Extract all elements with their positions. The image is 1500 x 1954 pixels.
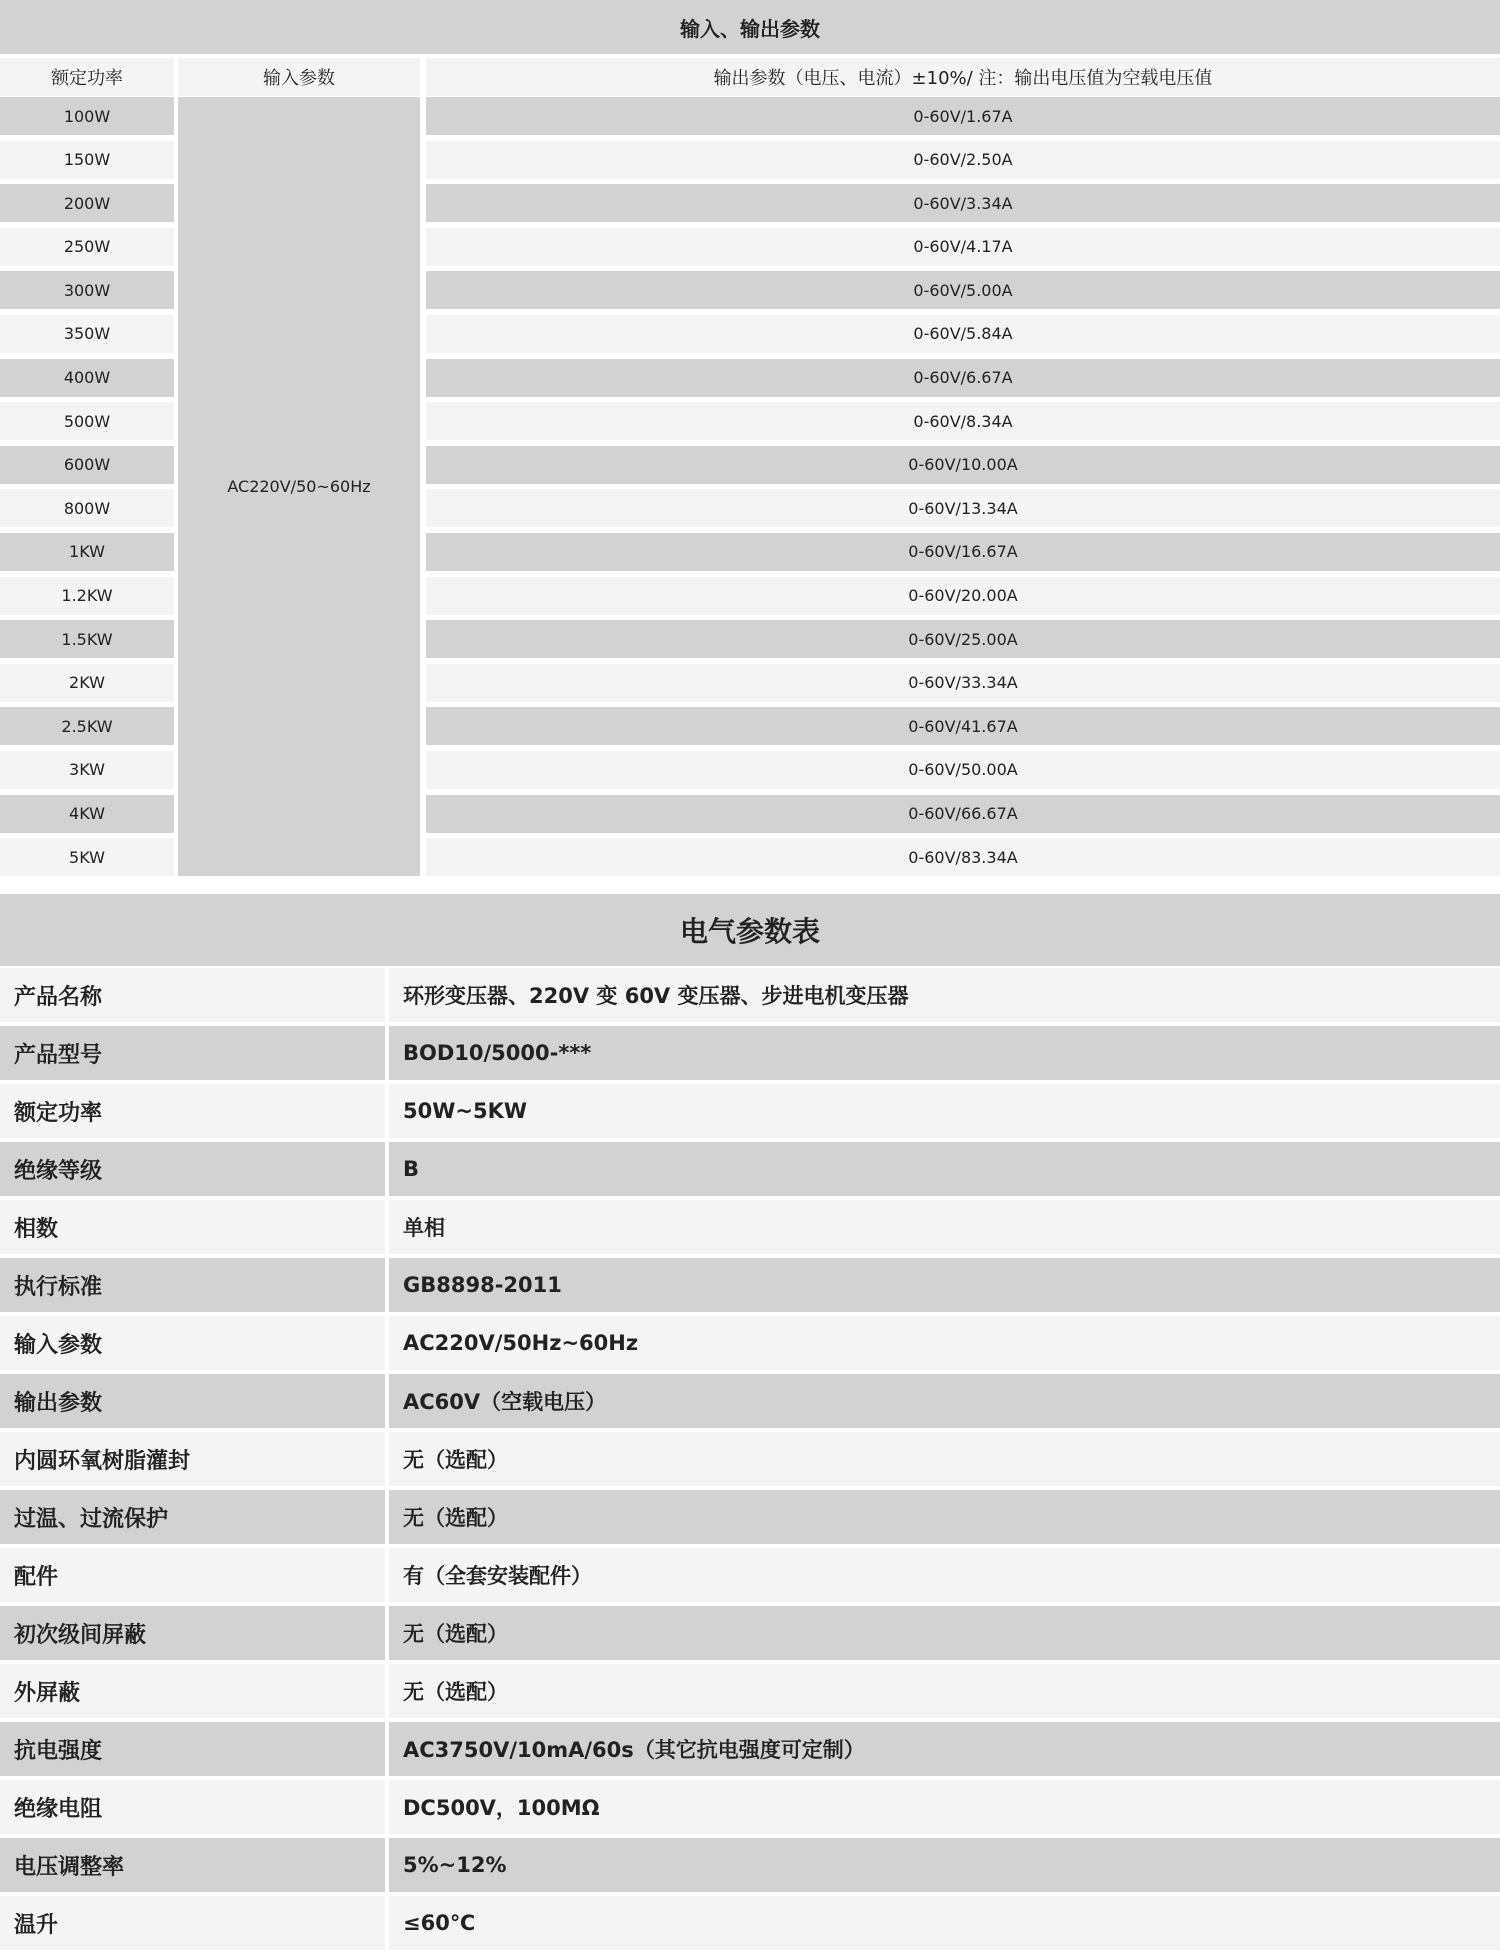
output-param-cell: 0-60V/13.34A: [426, 489, 1500, 527]
io-params-title: 输入、输出参数: [0, 0, 1500, 54]
table-row: [0, 1258, 1500, 1312]
rated-power-cell: 1KW: [0, 533, 174, 571]
rated-power-cell: 100W: [0, 97, 174, 135]
rated-power-cell: 1.2KW: [0, 577, 174, 615]
rated-power-cell: 3KW: [0, 751, 174, 789]
rated-power-cell: 300W: [0, 271, 174, 309]
table-row: [0, 1722, 1500, 1776]
param-value-cell: B: [389, 1142, 1500, 1196]
table-row: [0, 1896, 1500, 1950]
output-param-cell: 0-60V/6.67A: [426, 359, 1500, 397]
table-row: [0, 1374, 1500, 1428]
output-param-cell: 0-60V/4.17A: [426, 228, 1500, 266]
table-row: [0, 1200, 1500, 1254]
param-value-cell: 5%~12%: [389, 1838, 1500, 1892]
electrical-params-title: 电气参数表: [0, 894, 1500, 966]
param-name-cell: 额定功率: [0, 1084, 385, 1138]
param-value-cell: 50W~5KW: [389, 1084, 1500, 1138]
rated-power-cell: 500W: [0, 402, 174, 440]
param-name-cell: 执行标准: [0, 1258, 385, 1312]
param-name-cell: 抗电强度: [0, 1722, 385, 1776]
output-param-cell: 0-60V/8.34A: [426, 402, 1500, 440]
output-param-cell: 0-60V/3.34A: [426, 184, 1500, 222]
param-name-cell: 内圆环氧树脂灌封: [0, 1432, 385, 1486]
table-row: [0, 1664, 1500, 1718]
rated-power-cell: 400W: [0, 359, 174, 397]
output-param-cell: 0-60V/41.67A: [426, 707, 1500, 745]
io-params-body: [0, 97, 1500, 882]
param-value-cell: ≤60℃: [389, 1896, 1500, 1950]
param-value-cell: DC500V，100MΩ: [389, 1780, 1500, 1834]
param-name-cell: 绝缘电阻: [0, 1780, 385, 1834]
param-value-cell: AC3750V/10mA/60s（其它抗电强度可定制）: [389, 1722, 1500, 1776]
param-value-cell: AC60V（空载电压）: [389, 1374, 1500, 1428]
param-name-cell: 输入参数: [0, 1316, 385, 1370]
output-param-cell: 0-60V/83.34A: [426, 838, 1500, 876]
param-value-cell: AC220V/50Hz~60Hz: [389, 1316, 1500, 1370]
output-param-cell: 0-60V/1.67A: [426, 97, 1500, 135]
electrical-params-rows: [0, 968, 1500, 1950]
io-params-table: [0, 0, 1500, 882]
output-param-cell: 0-60V/16.67A: [426, 533, 1500, 571]
param-name-cell: 过温、过流保护: [0, 1490, 385, 1544]
rated-power-cell: 250W: [0, 228, 174, 266]
table-row: [0, 1838, 1500, 1892]
rated-power-cell: 1.5KW: [0, 620, 174, 658]
output-param-cell: 0-60V/5.84A: [426, 315, 1500, 353]
table-row: [0, 1432, 1500, 1486]
table-row: [0, 1606, 1500, 1660]
param-value-cell: 单相: [389, 1200, 1500, 1254]
io-params-header-row: [0, 58, 1500, 96]
param-value-cell: 无（选配）: [389, 1664, 1500, 1718]
output-param-cell: 0-60V/66.67A: [426, 795, 1500, 833]
param-value-cell: BOD10/5000-***: [389, 1026, 1500, 1080]
table-row: [0, 1780, 1500, 1834]
table-row: [0, 968, 1500, 1022]
rated-power-cell: 5KW: [0, 838, 174, 876]
param-value-cell: 环形变压器、220V 变 60V 变压器、步进电机变压器: [389, 968, 1500, 1022]
electrical-params-table: [0, 894, 1500, 1954]
rated-power-cell: 350W: [0, 315, 174, 353]
param-value-cell: 无（选配）: [389, 1606, 1500, 1660]
output-param-cell: 0-60V/33.34A: [426, 664, 1500, 702]
rated-power-column: [0, 97, 174, 882]
param-name-cell: 配件: [0, 1548, 385, 1602]
rated-power-cell: 150W: [0, 141, 174, 179]
table-row: [0, 1490, 1500, 1544]
rated-power-cell: 4KW: [0, 795, 174, 833]
output-param-cell: 0-60V/20.00A: [426, 577, 1500, 615]
param-name-cell: 产品型号: [0, 1026, 385, 1080]
rated-power-cell: 200W: [0, 184, 174, 222]
table-row: [0, 1026, 1500, 1080]
header-output-param: 输出参数（电压、电流）±10%/ 注：输出电压值为空载电压值: [426, 58, 1500, 96]
output-param-cell: 0-60V/2.50A: [426, 141, 1500, 179]
table-row: [0, 1084, 1500, 1138]
param-value-cell: 无（选配）: [389, 1432, 1500, 1486]
param-name-cell: 绝缘等级: [0, 1142, 385, 1196]
param-value-cell: 有（全套安装配件）: [389, 1548, 1500, 1602]
param-name-cell: 电压调整率: [0, 1838, 385, 1892]
param-name-cell: 外屏蔽: [0, 1664, 385, 1718]
input-param-merged-cell: AC220V/50~60Hz: [178, 97, 420, 876]
output-param-cell: 0-60V/50.00A: [426, 751, 1500, 789]
rated-power-cell: 600W: [0, 446, 174, 484]
header-rated-power: 额定功率: [0, 58, 174, 96]
rated-power-cell: 2.5KW: [0, 707, 174, 745]
output-param-cell: 0-60V/5.00A: [426, 271, 1500, 309]
rated-power-cell: 2KW: [0, 664, 174, 702]
param-name-cell: 初次级间屏蔽: [0, 1606, 385, 1660]
output-param-cell: 0-60V/25.00A: [426, 620, 1500, 658]
rated-power-cell: 800W: [0, 489, 174, 527]
param-name-cell: 相数: [0, 1200, 385, 1254]
table-row: [0, 1142, 1500, 1196]
param-name-cell: 产品名称: [0, 968, 385, 1022]
output-param-column: [426, 97, 1500, 882]
param-value-cell: GB8898-2011: [389, 1258, 1500, 1312]
header-input-param: 输入参数: [178, 58, 420, 96]
table-row: [0, 1316, 1500, 1370]
param-name-cell: 温升: [0, 1896, 385, 1950]
table-row: [0, 1548, 1500, 1602]
param-value-cell: 无（选配）: [389, 1490, 1500, 1544]
param-name-cell: 输出参数: [0, 1374, 385, 1428]
output-param-cell: 0-60V/10.00A: [426, 446, 1500, 484]
